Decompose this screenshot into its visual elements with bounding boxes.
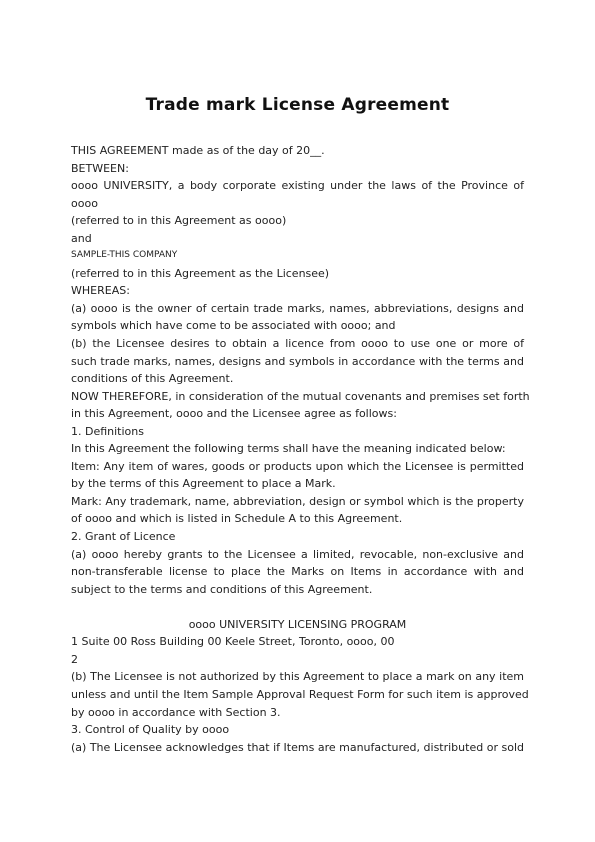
party-university-line: oooo UNIVERSITY, a body corporate existing under the laws of the Province of [71,179,524,193]
party-licensee-reference: (referred to in this Agreement as the Licensee) [71,266,330,280]
recital-a-line-1: (a) oooo is the owner of certain trade marks, names, abbreviations, designs and [71,301,524,315]
whereas-heading: WHEREAS: [71,284,130,298]
definition-mark-line-1: Mark: Any trademark, name, abbreviation, design or symbol which is the property [71,494,524,508]
grant-b-line-3: by oooo in accordance with Section 3. [71,705,281,719]
paragraph-spacer [71,598,524,616]
definition-item-line-1: Item: Any item of wares, goods or products upon which the Licensee is permitted [71,459,524,473]
agreement-date-line: THIS AGREEMENT made as of the day of 20__. [71,144,325,157]
grant-b-line-2: unless and until the Item Sample Approval Request Form for such item is approved [71,687,529,701]
recital-a-line-2: symbols which have come to be associated with oooo; and [71,319,396,333]
section-2-heading: 2. Grant of Licence [71,530,176,544]
licensing-program-header: oooo UNIVERSITY LICENSING PROGRAM [188,617,407,631]
between-heading: BETWEEN: [71,161,129,175]
now-therefore-line-2: in this Agreement, oooo and the Licensee agree as follows: [71,407,397,421]
address-line: 1 Suite 00 Ross Building 00 Keele Street, Toronto, oooo, 00 [71,635,395,649]
section-3-heading: 3. Control of Quality by oooo [71,723,230,737]
recital-b-line-2: such trade marks, names, designs and symbols in accordance with the terms and [71,354,524,368]
definitions-intro: In this Agreement the following terms shall have the meaning indicated below: [71,442,506,456]
document-body [71,142,530,756]
page-number: 2 [71,652,78,666]
quality-a-line-1: (a) The Licensee acknowledges that if Items are manufactured, distributed or sold [71,740,524,754]
section-1-heading: 1. Definitions [71,424,144,438]
party-university-reference: (referred to in this Agreement as oooo) [71,214,287,228]
document-title: Trade mark License Agreement [145,95,450,115]
grant-a-line-1: (a) oooo hereby grants to the Licensee a limited, revocable, non-exclusive and [71,547,524,561]
grant-b-line-1: (b) The Licensee is not authorized by this Agreement to place a mark on any item [71,670,524,684]
now-therefore-line-1: NOW THEREFORE, in consideration of the mutual covenants and premises set forth [71,389,530,403]
party-province-line: oooo [71,196,98,210]
party-licensee-name: SAMPLE-THIS COMPANY [71,250,178,261]
recital-b-line-3: conditions of this Agreement. [71,372,234,386]
and-line: and [71,231,92,245]
grant-a-line-3: subject to the terms and conditions of this Agreement. [71,582,373,596]
grant-a-line-2: non-transferable license to place the Marks on Items in accordance with and [71,565,524,579]
recital-b-line-1: (b) the Licensee desires to obtain a licence from oooo to use one or more of [71,337,524,351]
definition-item-line-2: by the terms of this Agreement to place a Mark. [71,477,336,491]
definition-mark-line-2: of oooo and which is listed in Schedule A to this Agreement. [71,512,403,526]
